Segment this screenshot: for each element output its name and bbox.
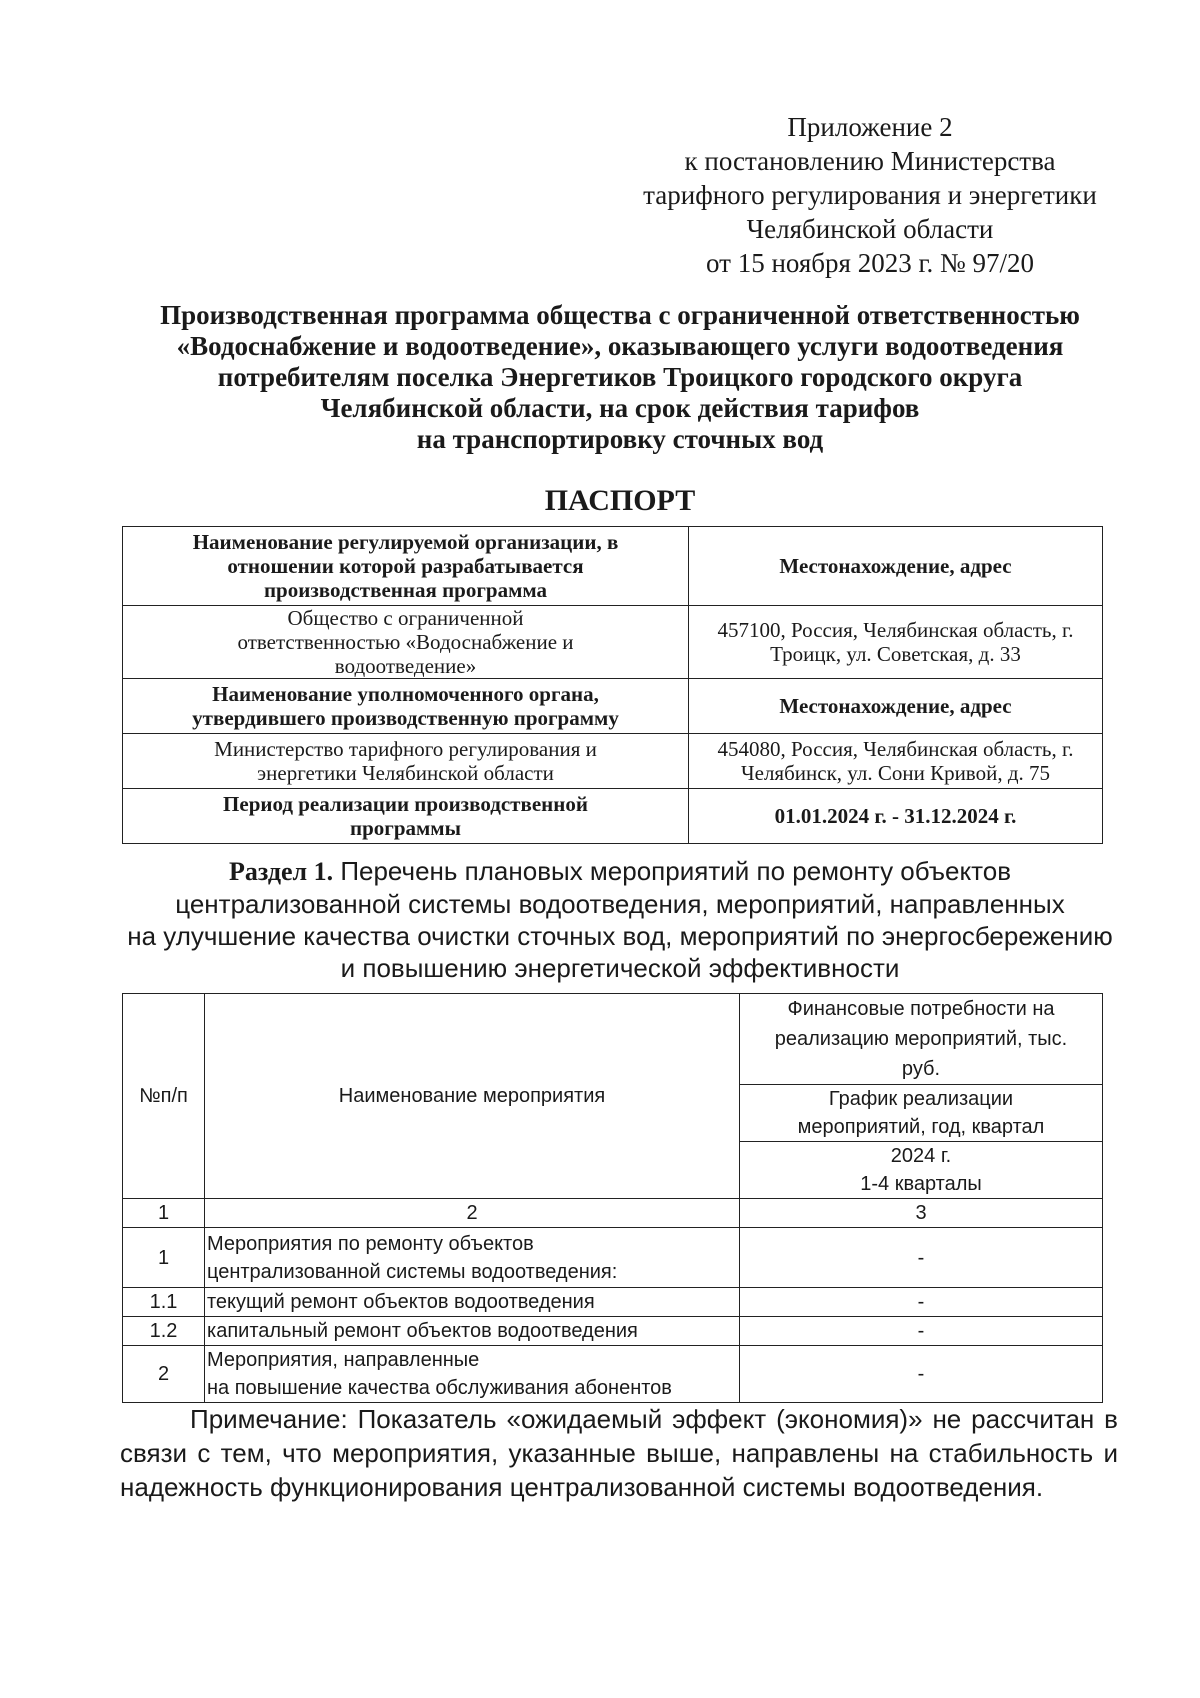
appendix-line: Приложение 2 xyxy=(787,112,953,142)
row-name: Мероприятия, направленные на повышение качества обслуживания абонентов xyxy=(205,1346,740,1403)
index-row xyxy=(123,1199,1103,1228)
index-cell: 1 xyxy=(123,1199,205,1228)
appendix-line: Челябинской области xyxy=(746,214,994,244)
row-name: капитальный ремонт объектов водоотведения xyxy=(205,1317,740,1346)
table-row xyxy=(123,1288,1103,1317)
appendix-line: тарифного регулирования и энергетики xyxy=(643,180,1097,210)
section-label: Раздел 1. xyxy=(228,857,334,886)
row-name: Мероприятия по ремонту объектов централизованной системы водоотведения: xyxy=(205,1228,740,1288)
authority-address-header: Местонахождение, адрес xyxy=(689,679,1103,734)
authority-name: Министерство тарифного регулирования и энергетики Челябинской области xyxy=(123,734,689,789)
events-table xyxy=(122,993,1103,1403)
index-cell: 3 xyxy=(740,1199,1103,1228)
program-title-line: потребителям поселка Энергетиков Троицкого городского округа xyxy=(217,362,1023,392)
table-row xyxy=(123,1228,1103,1288)
section-title-line: Раздел 1. Перечень плановых мероприятий по ремонту объектов xyxy=(228,856,1012,886)
org-name-header: Наименование регулируемой организации, в отношении которой разрабатывается производственная программа xyxy=(123,527,689,606)
table-row xyxy=(123,734,1103,789)
row-value: - xyxy=(740,1346,1103,1403)
table-row xyxy=(123,1317,1103,1346)
section-title-line: централизованной системы водоотведения, мероприятий, направленных xyxy=(175,889,1065,919)
note-text: Примечание: Показатель «ожидаемый эффект (экономия)» не рассчитан в связи с тем, что мероприятия, указанные выше, направлены на стабильность и надежность функционирования централизованной системы водоотведения. xyxy=(120,1404,1118,1502)
row-number: 1.1 xyxy=(123,1288,205,1317)
col-year-header: 2024 г. 1-4 кварталы xyxy=(740,1142,1103,1199)
table-row xyxy=(123,994,1103,1085)
appendix-line: от 15 ноября 2023 г. № 97/20 xyxy=(706,248,1034,278)
col-schedule-header: График реализации мероприятий, год, квартал xyxy=(740,1085,1103,1142)
period-value: 01.01.2024 г. - 31.12.2024 г. xyxy=(689,789,1103,844)
appendix-block xyxy=(600,110,1140,280)
program-title-line: «Водоснабжение и водоотведение», оказывающего услуги водоотведения xyxy=(176,331,1064,361)
row-number: 2 xyxy=(123,1346,205,1403)
program-title-line: Производственная программа общества с ограниченной ответственностью xyxy=(160,300,1080,330)
authority-address: 454080, Россия, Челябинская область, г. Челябинск, ул. Сони Кривой, д. 75 xyxy=(689,734,1103,789)
row-value: - xyxy=(740,1317,1103,1346)
index-cell: 2 xyxy=(205,1199,740,1228)
org-name: Общество с ограниченной ответственностью «Водоснабжение и водоотведение» xyxy=(123,606,689,679)
period-header: Период реализации производственной программы xyxy=(123,789,689,844)
row-name: текущий ремонт объектов водоотведения xyxy=(205,1288,740,1317)
table-row xyxy=(123,527,1103,606)
table-row xyxy=(123,679,1103,734)
appendix-line: к постановлению Министерства xyxy=(684,146,1056,176)
passport-heading: ПАСПОРТ xyxy=(544,484,696,517)
row-number: 1.2 xyxy=(123,1317,205,1346)
program-title-line: Челябинской области, на срок действия тарифов xyxy=(320,393,920,423)
program-title-line: на транспортировку сточных вод xyxy=(416,424,824,454)
section-title-line: и повышению энергетической эффективности xyxy=(340,953,900,983)
passport-table xyxy=(122,526,1103,844)
row-value: - xyxy=(740,1228,1103,1288)
program-title xyxy=(100,300,1140,455)
org-address: 457100, Россия, Челябинская область, г. Троицк, ул. Советская, д. 33 xyxy=(689,606,1103,679)
col-finance-header: Финансовые потребности на реализацию мероприятий, тыс. руб. xyxy=(740,994,1103,1085)
table-row xyxy=(123,789,1103,844)
org-address-header: Местонахождение, адрес xyxy=(689,527,1103,606)
table-row xyxy=(123,1346,1103,1403)
table-row xyxy=(123,606,1103,679)
section-1-title xyxy=(100,855,1140,984)
note xyxy=(120,1402,1118,1504)
authority-header: Наименование уполномоченного органа, утвердившего производственную программу xyxy=(123,679,689,734)
row-number: 1 xyxy=(123,1228,205,1288)
row-value: - xyxy=(740,1288,1103,1317)
section-title-line: на улучшение качества очистки сточных вод, мероприятий по энергосбережению xyxy=(127,921,1113,951)
col-name-header: Наименование мероприятия xyxy=(205,994,740,1199)
col-number-header: №п/п xyxy=(123,994,205,1199)
